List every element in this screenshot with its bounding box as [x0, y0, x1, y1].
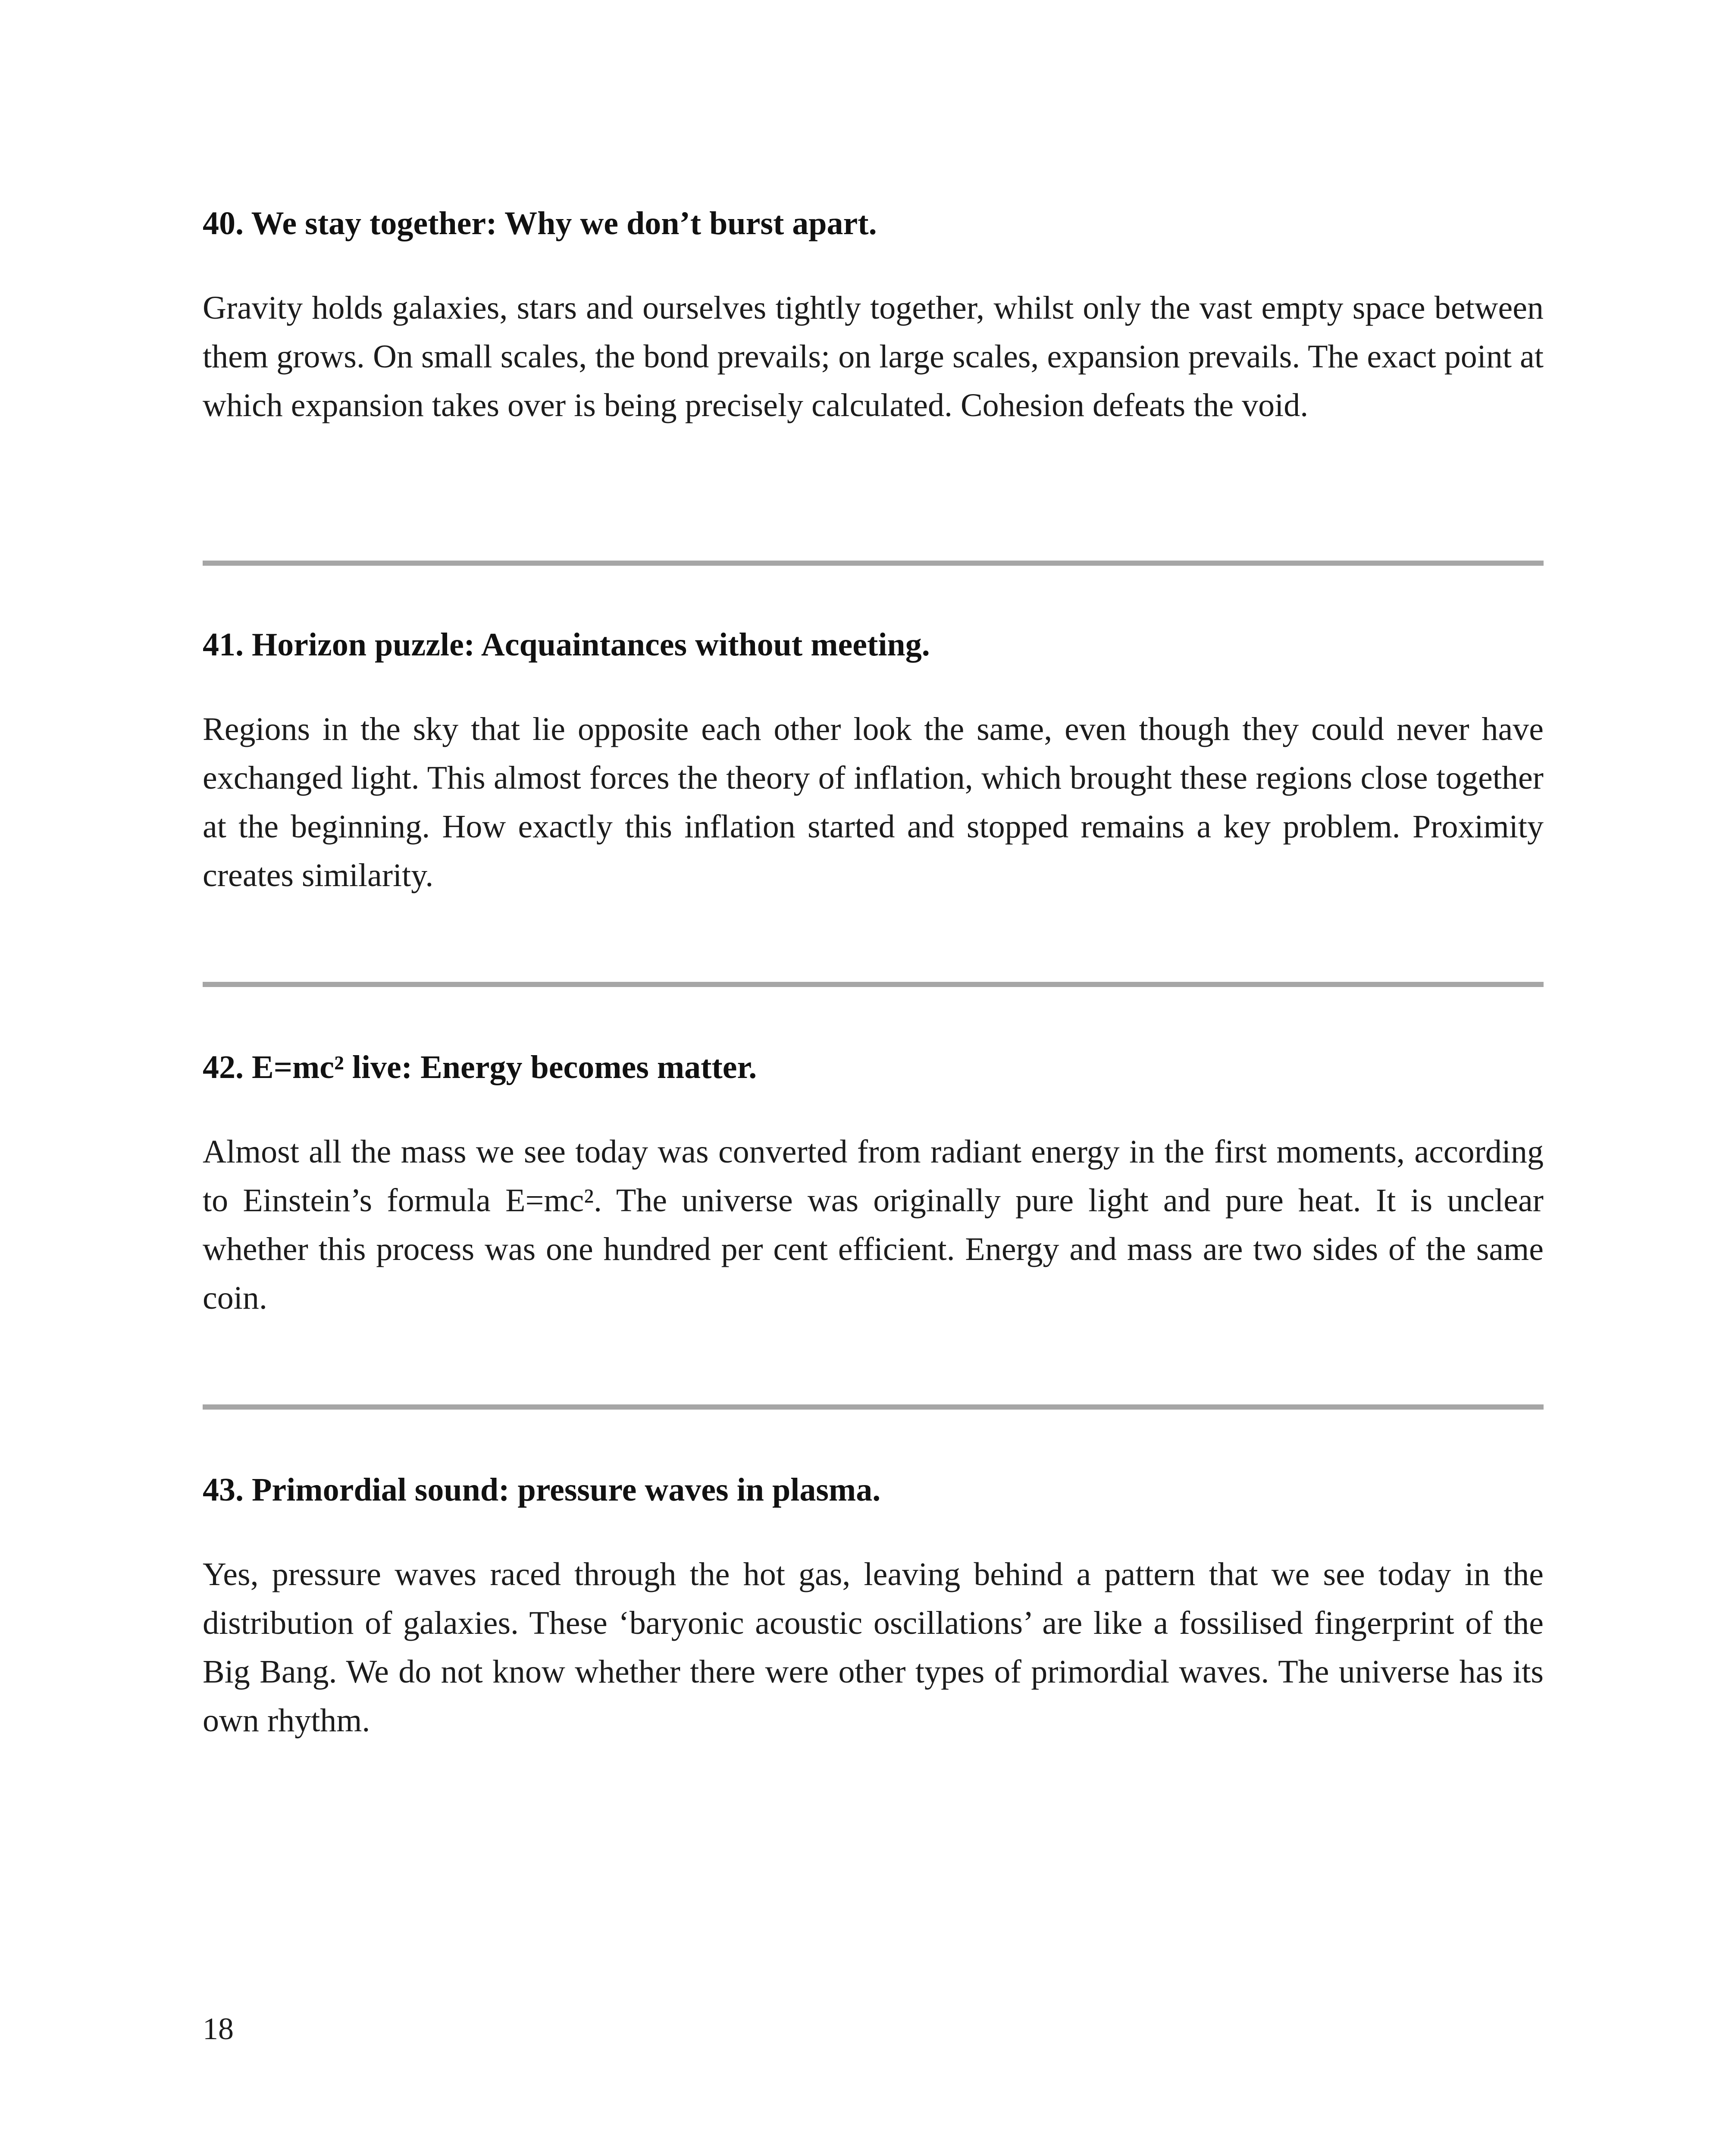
section-40 — [203, 202, 1544, 430]
section-body: Yes, pressure waves raced through the hot gas, leaving behind a pattern that we see today in the distribution of galaxies. These ‘baryonic acoustic oscillations’ are like a fossilised fingerprint of the Big Bang. We do not know whether there were other types of primordial waves. The universe has its own rhythm. — [203, 1556, 1544, 1739]
section-body: Almost all the mass we see today was converted from radiant energy in the first moments, according to Einstein’s formula E=mc². The universe was originally pure light and pure heat. It is unclear whether this process was one hundred per cent efficient. Energy and mass are two sides of the same coin. — [203, 1134, 1544, 1316]
page-number: 18 — [203, 2012, 234, 2046]
section-42 — [203, 1046, 1544, 1322]
section-heading: 40. We stay together: Why we don’t burst apart. — [203, 205, 877, 241]
section-41 — [203, 623, 1544, 900]
section-heading: 43. Primordial sound: pressure waves in plasma. — [203, 1472, 881, 1508]
document-page — [203, 0, 1544, 2156]
section-heading: 42. E=mc² live: Energy becomes matter. — [203, 1049, 757, 1085]
section-divider — [203, 982, 1544, 987]
section-divider — [203, 561, 1544, 566]
section-body: Gravity holds galaxies, stars and ourselves tightly together, whilst only the vast empty space between them grows. On small scales, the bond prevails; on large scales, expansion prevails. The exact point at which expansion takes over is being precisely calculated. Cohesion defeats the void. — [203, 290, 1544, 423]
section-43 — [203, 1468, 1544, 1745]
section-divider — [203, 1404, 1544, 1410]
section-body: Regions in the sky that lie opposite each other look the same, even though they could never have exchanged light. This almost forces the theory of inflation, which brought these regions close together at the beginning. How exactly this inflation started and stopped remains a key problem. Proximity creates similarity. — [203, 711, 1544, 893]
section-heading: 41. Horizon puzzle: Acquaintances without meeting. — [203, 627, 930, 663]
